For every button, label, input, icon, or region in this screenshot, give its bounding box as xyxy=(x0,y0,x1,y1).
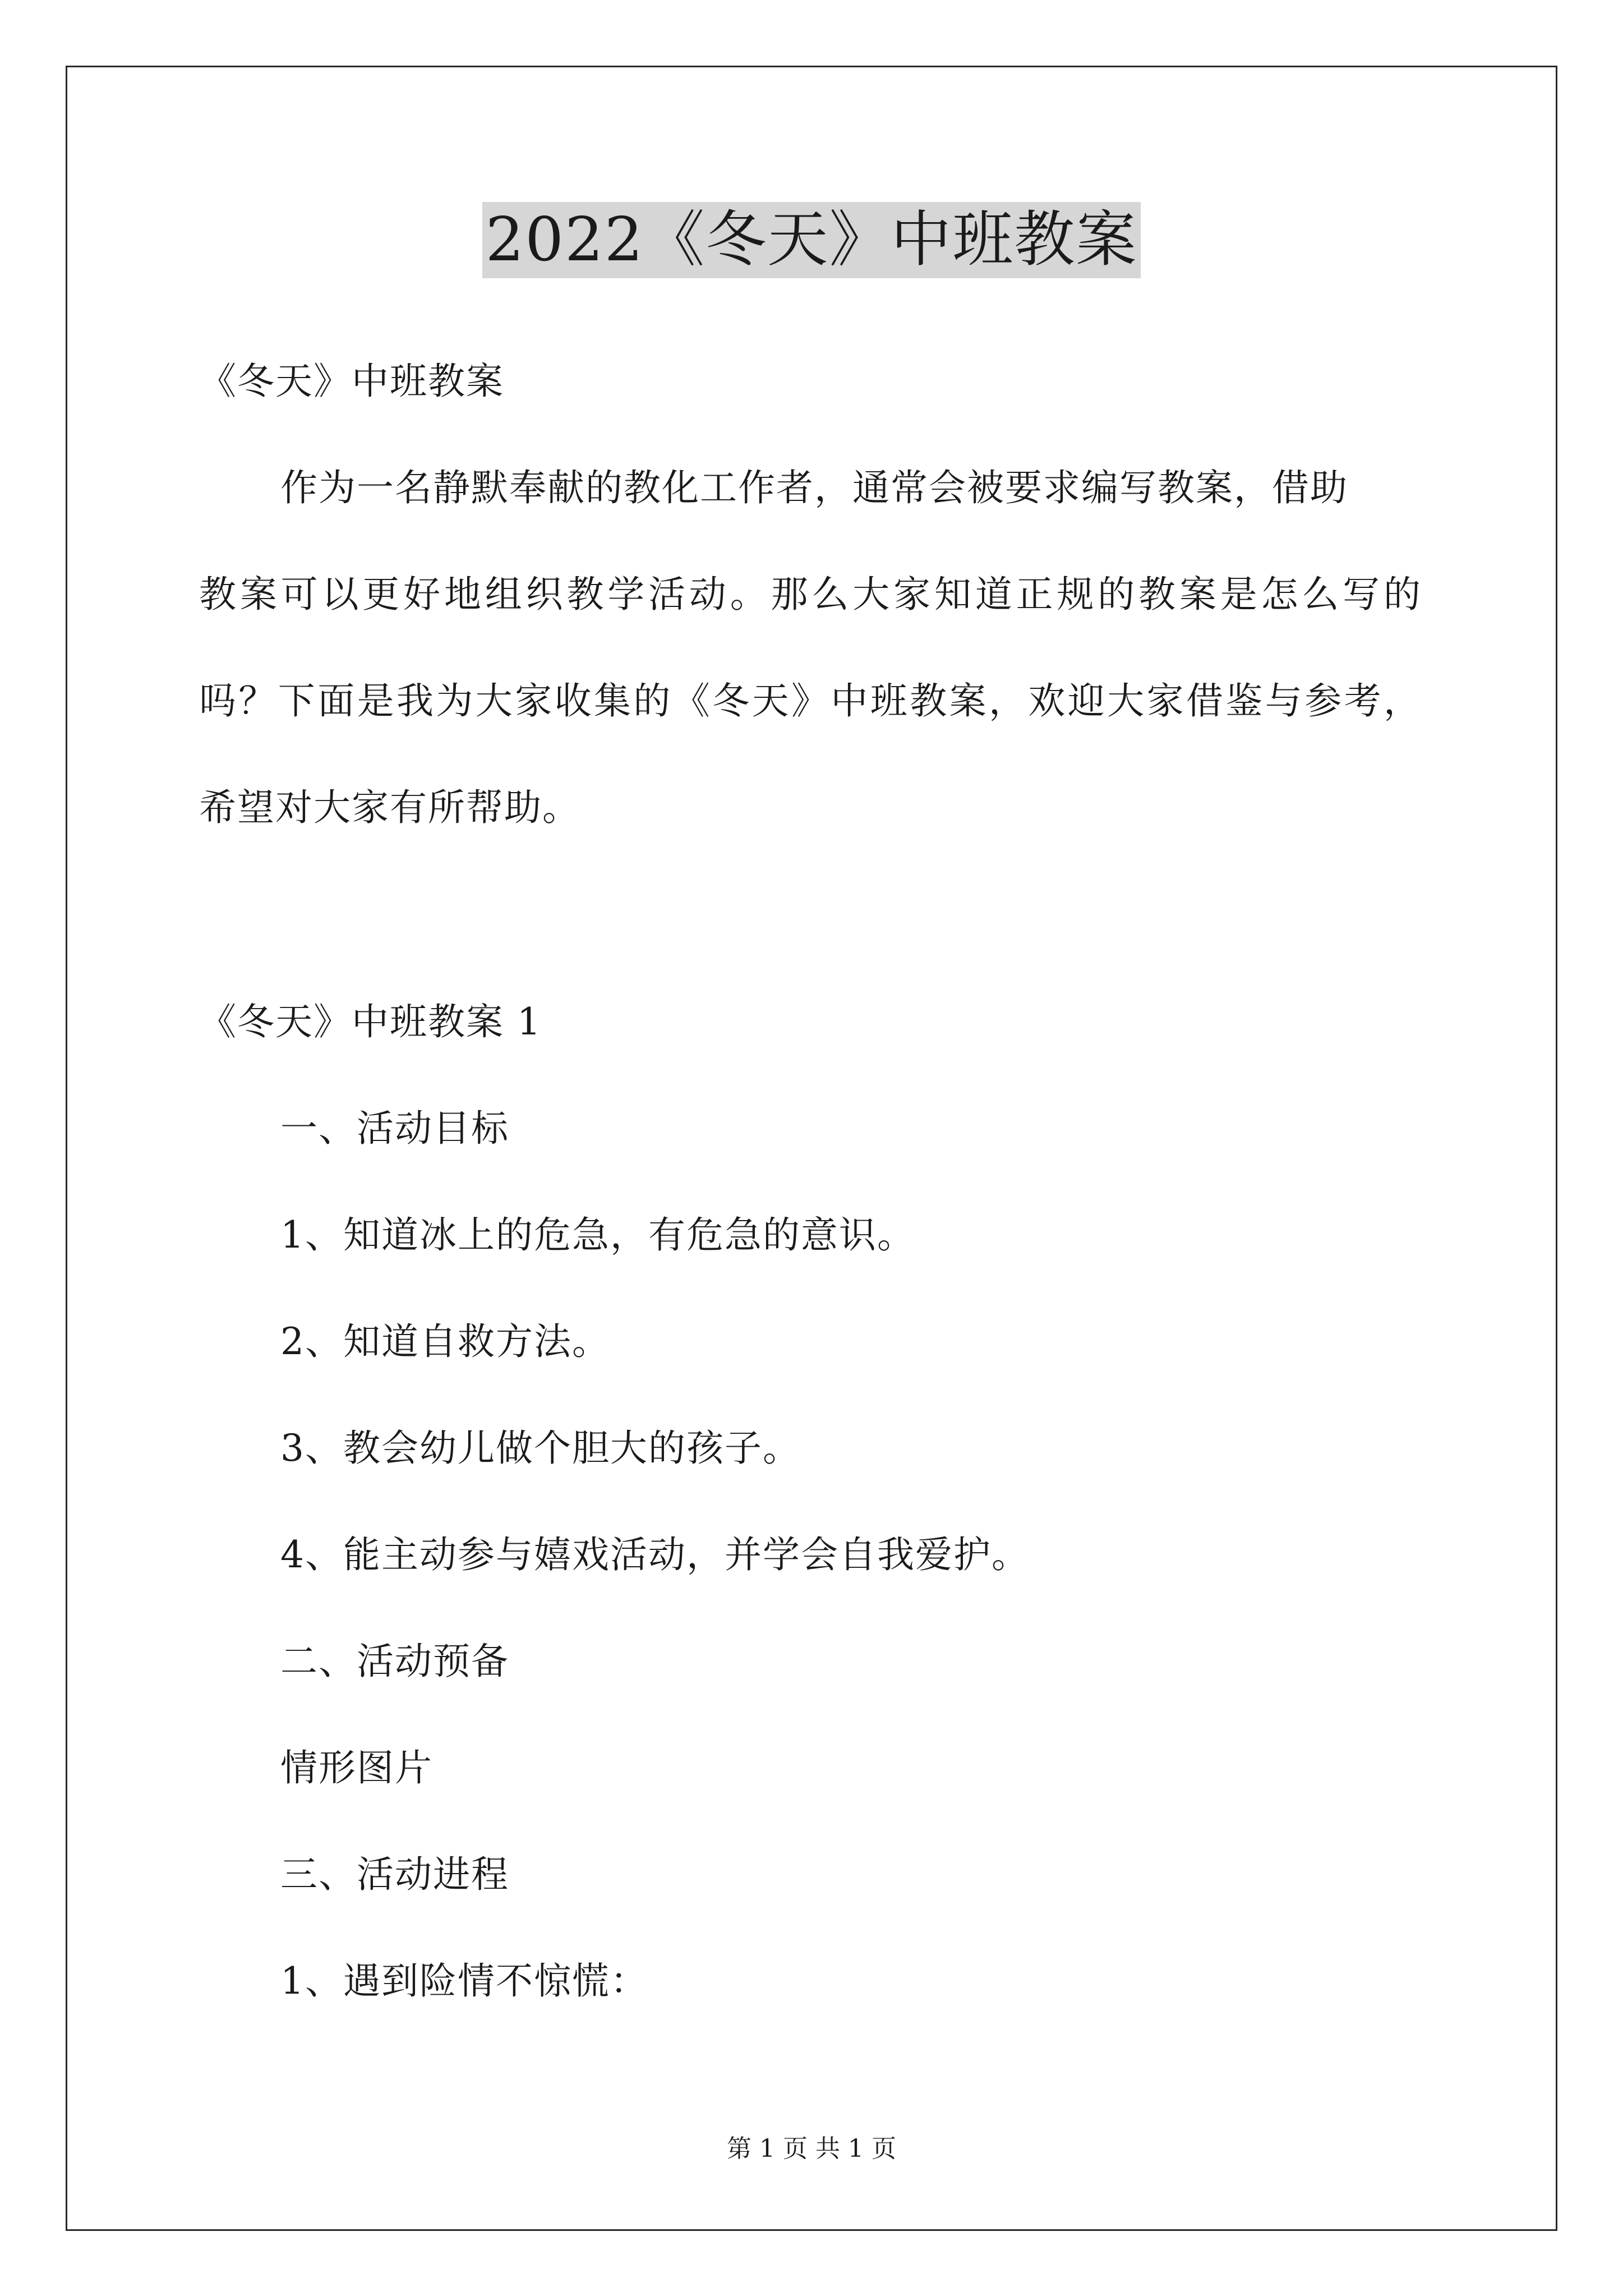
list-item: 情形图片 xyxy=(280,1746,433,1789)
list-item: 3、教会幼儿做个胆大的孩子。 xyxy=(280,1427,801,1470)
intro-line-2: 教案可以更好地组织教学活动。那么大家知道正规的教案是怎么写的 xyxy=(199,573,1422,616)
title-container xyxy=(0,202,1623,278)
intro-line-4: 希望对大家有所帮助。 xyxy=(199,786,580,829)
list-item: 一、活动目标 xyxy=(280,1107,509,1150)
list-item: 1、遇到险情不惊慌： xyxy=(280,1959,648,2003)
document-title: 2022《冬天》中班教案 xyxy=(482,202,1141,278)
list-item: 二、活动预备 xyxy=(280,1640,509,1683)
list-item: 三、活动进程 xyxy=(280,1853,509,1896)
list-item: 2、知道自救方法。 xyxy=(280,1320,610,1363)
page-footer: 第 1 页 共 1 页 xyxy=(727,2134,896,2163)
intro-line-1: 作为一名静默奉献的教化工作者，通常会被要求编写教案，借助 xyxy=(280,466,1348,509)
section-heading: 《冬天》中班教案 1 xyxy=(199,1000,542,1043)
document-subtitle: 《冬天》中班教案 xyxy=(199,360,504,403)
list-item: 1、知道冰上的危急，有危急的意识。 xyxy=(280,1213,915,1257)
list-item: 4、能主动参与嬉戏活动，并学会自我爱护。 xyxy=(280,1533,1030,1576)
intro-line-3: 吗？下面是我为大家收集的《冬天》中班教案，欢迎大家借鉴与参考， xyxy=(199,679,1422,723)
